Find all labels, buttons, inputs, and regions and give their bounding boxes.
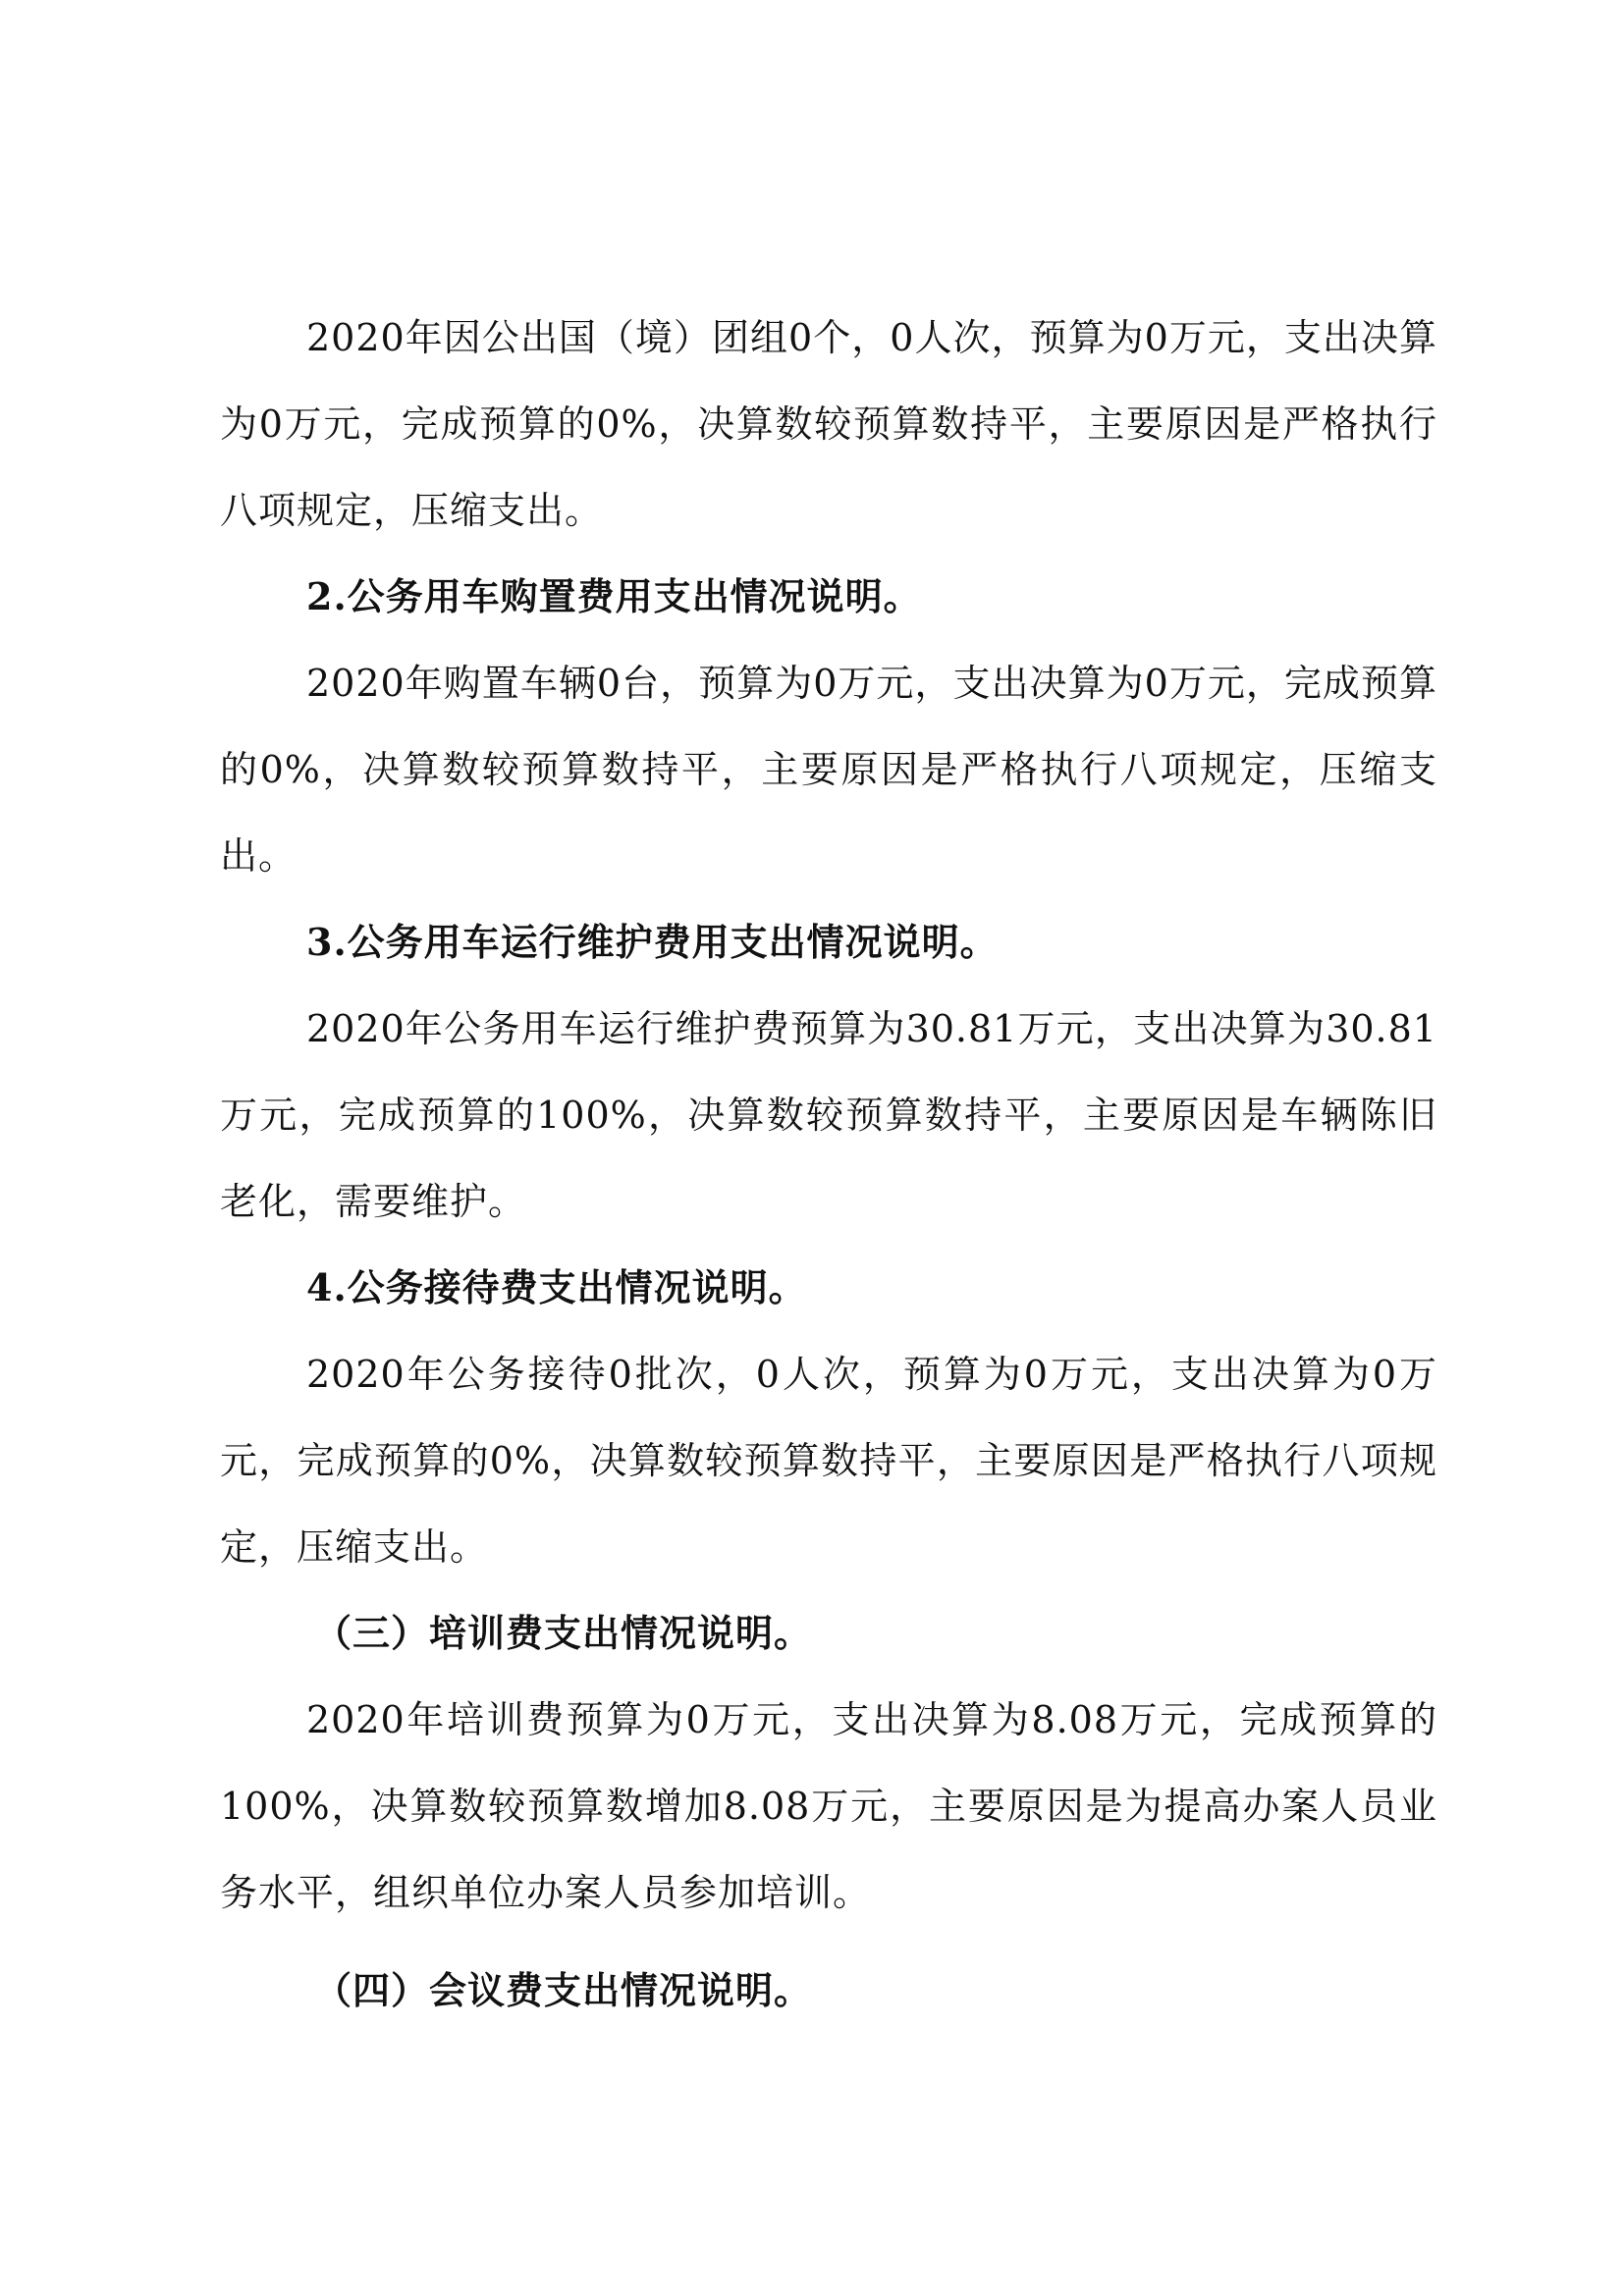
paragraph-vehicle-purchase: 2020年购置车辆0台，预算为0万元，支出决算为0万元，完成预算的0%，决算数较预算数持平，主要原因是严格执行八项规定，压缩支出。	[220, 662, 1437, 878]
heading-vehicle-maintenance: 3.公务用车运行维护费用支出情况说明。	[306, 920, 999, 964]
paragraph-overseas-travel: 2020年因公出国（境）团组0个，0人次，预算为0万元，支出决算为0万元，完成预算的0%，决算数较预算数持平，主要原因是严格执行八项规定，压缩支出。	[220, 316, 1437, 532]
document-body	[220, 294, 1437, 2034]
paragraph-vehicle-maintenance: 2020年公务用车运行维护费预算为30.81万元，支出决算为30.81万元，完成预算的100%，决算数较预算数持平，主要原因是车辆陈旧老化，需要维护。	[220, 1007, 1437, 1223]
heading-official-reception: 4.公务接待费支出情况说明。	[306, 1265, 807, 1309]
heading-training-expense: （三）培训费支出情况说明。	[314, 1611, 813, 1655]
heading-meeting-expense: （四）会议费支出情况说明。	[314, 1968, 813, 2012]
paragraph-training-expense: 2020年培训费预算为0万元，支出决算为8.08万元，完成预算的100%，决算数较预算数增加8.08万元，主要原因是为提高办案人员业务水平，组织单位办案人员参加培训。	[220, 1698, 1437, 1914]
paragraph-official-reception: 2020年公务接待0批次，0人次，预算为0万元，支出决算为0万元，完成预算的0%，决算数较预算数持平，主要原因是严格执行八项规定，压缩支出。	[220, 1353, 1437, 1569]
heading-vehicle-purchase: 2.公务用车购置费用支出情况说明。	[306, 574, 922, 618]
